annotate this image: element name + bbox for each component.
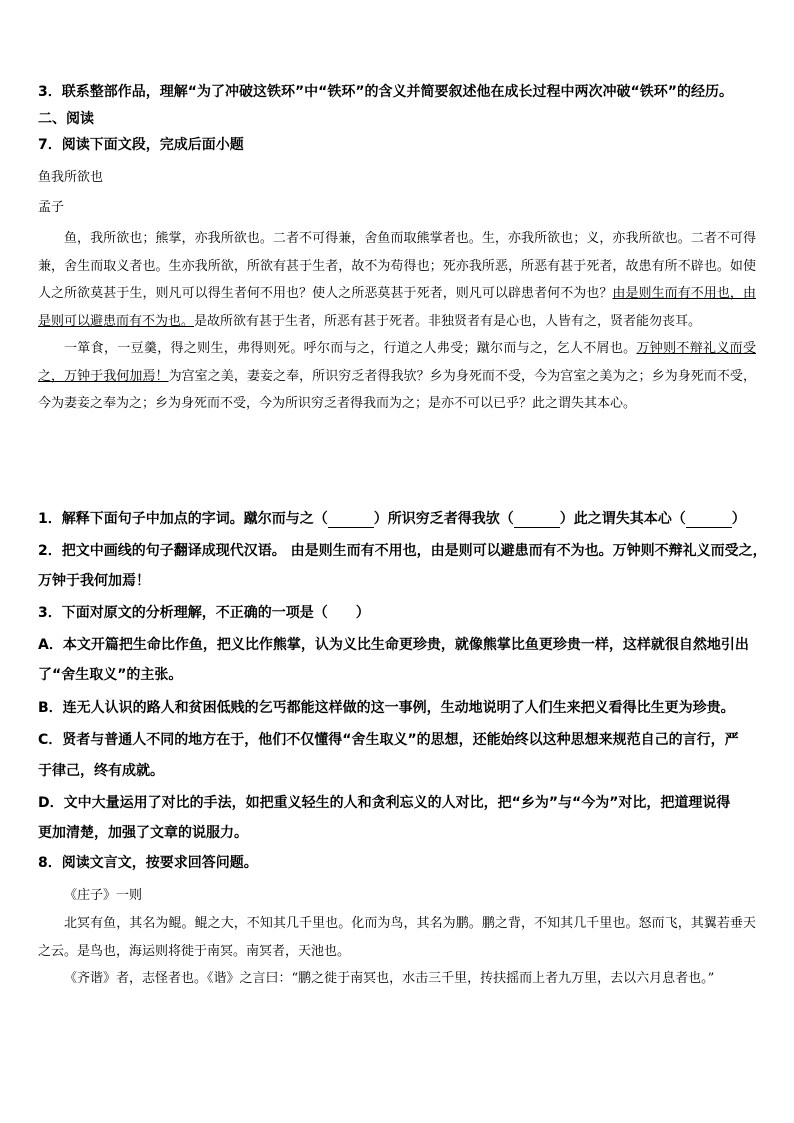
option-a-cont: 了“舍生取义”的主张。 — [38, 667, 183, 683]
passage-text: 一箪食，一豆羹，得之则生，弗得则死。呼尔而与之，行道之人弗受；蹴尔而与之，乞人不屑也。 — [64, 341, 637, 356]
option-c-cont: 于律己，终有成就。 — [38, 763, 164, 779]
section-heading: 二、阅读 — [38, 111, 94, 127]
passage2-title: 《庄子》一则 — [64, 888, 143, 903]
answer-blank[interactable] — [686, 511, 732, 528]
question-8: 8．阅读文言文，按要求回答问题。 — [38, 855, 258, 871]
sub1-text: 1．解释下面句子中加点的字词。蹴尔而与之（ — [38, 511, 328, 527]
option-d: D．文中大量运用了对比的手法，如把重义轻生的人和贪利忘义的人对比，把“乡为”与“今为”对比，把道理说得 — [38, 795, 731, 811]
sub-question-2-cont: 万钟于我何加焉！ — [38, 573, 150, 589]
passage-author: 孟子 — [38, 200, 65, 215]
sub1-text: ）所识穷乏者得我欤（ — [373, 511, 514, 527]
option-c: C．贤者与普通人不同的地方在于，他们不仅懂得“舍生取义”的思想，还能始终以这种思想来规范自己的言行，严 — [38, 732, 739, 748]
answer-blank[interactable] — [328, 511, 374, 528]
passage-text: 为宫室之美，妻妾之奉，所识穷乏者得我欤？乡为身死而不受，今为宫室之美为之；乡为身死而不受，今为妻妾之奉为之；乡为身死而不受，今为所识穷乏者得我而为之；是亦不可以已乎？此之谓失其本心。 — [38, 368, 756, 411]
sub1-text: ） — [731, 511, 746, 527]
passage2-paragraph: 北冥有鱼，其名为鲲。鲲之大，不知其几千里也。化而为鸟，其名为鹏。鹏之背，不知其几千里也。怒而飞，其翼若垂天之云。是鸟也，海运则将徙于南冥。南冥者，天池也。 — [38, 916, 756, 959]
underlined-sentence: 万钟则不辩礼义而受之，万钟于我何加焉！ — [38, 341, 756, 384]
question-3-line: 3．联系整部作品，理解“为了冲破这铁环”中“铁环”的含义并简要叙述他在成长过程中两次冲破“铁环”的经历。 — [38, 84, 733, 100]
passage-paragraph — [38, 335, 756, 418]
sub1-text: ）此之谓失其本心（ — [559, 511, 686, 527]
passage-text: 是故所欲有甚于生者，所恶有甚于死者。非独贤者有是心也，人皆有之，贤者能勿丧耳。 — [194, 313, 702, 329]
question-7: 7．阅读下面文段，完成后面小题 — [38, 137, 244, 153]
underlined-sentence: 由是则生而有不用也，由是则可以避患而有不为也。 — [38, 286, 756, 329]
sub-question-2: 2．把文中画线的句子翻译成现代汉语。 由是则生而有不用也，由是则可以避患而有不为也。万钟则不辩礼义而受之， — [38, 543, 767, 559]
sub-question-1 — [38, 508, 746, 528]
option-b: B．连无人认识的路人和贫困低贱的乞丐都能这样做的这一事例，生动地说明了人们生来把义看得比生更为珍贵。 — [38, 700, 735, 716]
passage-paragraph — [38, 225, 756, 335]
passage2-body — [38, 910, 756, 993]
option-a: A．本文开篇把生命比作鱼，把义比作熊掌，认为义比生命更珍贵，就像熊掌比鱼更珍贵一样，这样就很自然地引出 — [38, 637, 749, 653]
passage2-paragraph: 《齐谐》者，志怪者也。《谐》之言曰：“鹏之徙于南冥也，水击三千里，抟扶摇而上者九万里，去以六月息者也。” — [64, 971, 715, 986]
passage-text: 鱼，我所欲也；熊掌，亦我所欲也。二者不可得兼，舍鱼而取熊掌者也。生，亦我所欲也；义，亦我所欲也。二者不可得兼，舍生而取义者也。生亦我所欲，所欲有甚于生者，故不为苟得也；死亦我所恶，所恶有甚于死者，故患有所不辟也。如使人之所欲莫甚于生，则凡可以得生者何不用也？使人之所恶莫甚于死者，则凡可以辟患者何不为也？ — [38, 231, 756, 301]
passage-title: 鱼我所欲也 — [38, 170, 104, 185]
passage-body — [38, 225, 756, 418]
sub-question-3: 3．下面对原文的分析理解，不正确的一项是（ ） — [38, 605, 370, 621]
option-d-cont: 更加清楚，加强了文章的说服力。 — [38, 825, 248, 841]
answer-blank[interactable] — [514, 511, 560, 528]
